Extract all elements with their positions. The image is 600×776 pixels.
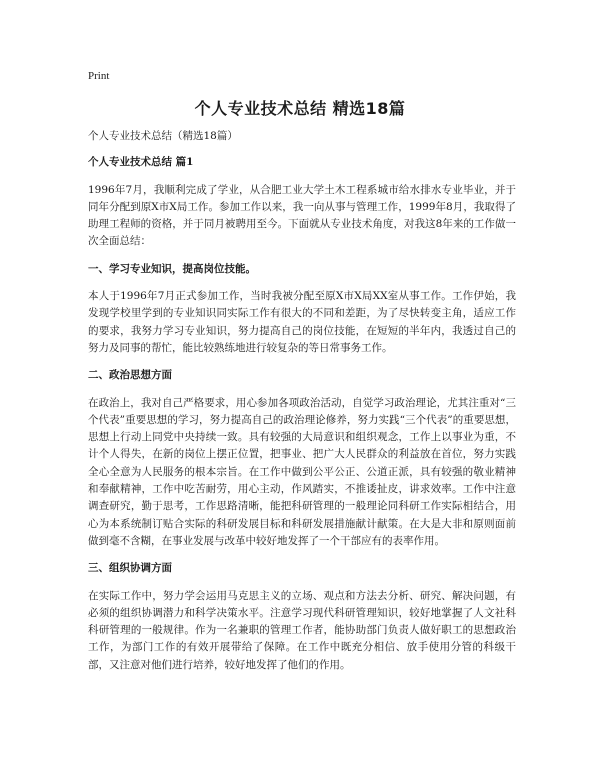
document-subtitle: 个人专业技术总结（精选18篇） [88, 130, 238, 142]
section-3-paragraph: 在实际工作中，努力学会运用马克思主义的立场、观点和方法去分析、研究、解决问题，有必须的组织协调潜力和科学决策水平。注意学习现代科研管理知识，较好地掌握了人文社科科研管理的一般规律。作为一名兼职的管理工作者，能协助部门负责人做好职工的思想政治工作，为部门工作的有效开展带给了保障。在工作中既充分相信、放手使用分管的科级干部，又注意对他们进行培养，较好地发挥了他们的作用。 [88, 589, 516, 671]
section-2-paragraph: 在政治上，我对自己严格要求，用心参加各项政治活动，自觉学习政治理论，尤其注重对“三个代表”重要思想的学习，努力提高自己的政治理论修养，努力实践“三个代表”的重要思想，思想上行动上同党中央持续一致。具有较强的大局意识和组织观念，工作上以事业为重，不计个人得失，在新的岗位上摆正位置，把事业、把广大人民群众的利益放在首位，努力实践全心全意为人民服务的根本宗旨。在工作中做到公平公正、公道正派，具有较强的敬业精神和奉献精神，工作中吃苦耐劳，用心主动，作风踏实，不推诿扯皮，讲求效率。工作中注意调查研究，勤于思考，工作思路清晰，能把科研管理的一般理论同科研工作实际相结合，用心为本系统制订贴合实际的科研发展目标和科研发展措施献计献策。在大是大非和原则面前做到毫不含糊，在事业发展与改革中较好地发挥了一个干部应有的表率作用。 [88, 396, 516, 547]
intro-paragraph: 1996年7月，我顺利完成了学业，从合肥工业大学土木工程系城市给水排水专业毕业，并于同年分配到原X市X局工作。参加工作以来，我一向从事与管理工作，1999年8月，我取得了助理工程师的资格，并于同月被聘用至今。下面就从专业技术角度，对我这8年来的工作做一次全面总结： [88, 183, 516, 248]
section-1-paragraph: 本人于1996年7月正式参加工作，当时我被分配至原X市X局XX室从事工作。工作伊始，我发现学校里学到的专业知识同实际工作有很大的不同和差距，为了尽快转变主角，适应工作的要求，我努力学习专业知识，努力提高自己的岗位技能，在短短的半年内，我透过自己的努力及同事的帮忙，能比较熟练地进行较复杂的等日常事务工作。 [88, 290, 516, 354]
section-1-heading: 一、学习专业知识，提高岗位技能。 [88, 262, 256, 275]
document-body [88, 128, 516, 684]
section-2-heading: 二、政治思想方面 [88, 369, 172, 382]
print-link[interactable]: Print [88, 70, 110, 82]
section-3-heading: 三、组织协调方面 [88, 562, 172, 575]
section-heading: 个人专业技术总结 篇1 [88, 156, 194, 169]
page-title: 个人专业技术总结 精选18篇 [194, 99, 406, 118]
